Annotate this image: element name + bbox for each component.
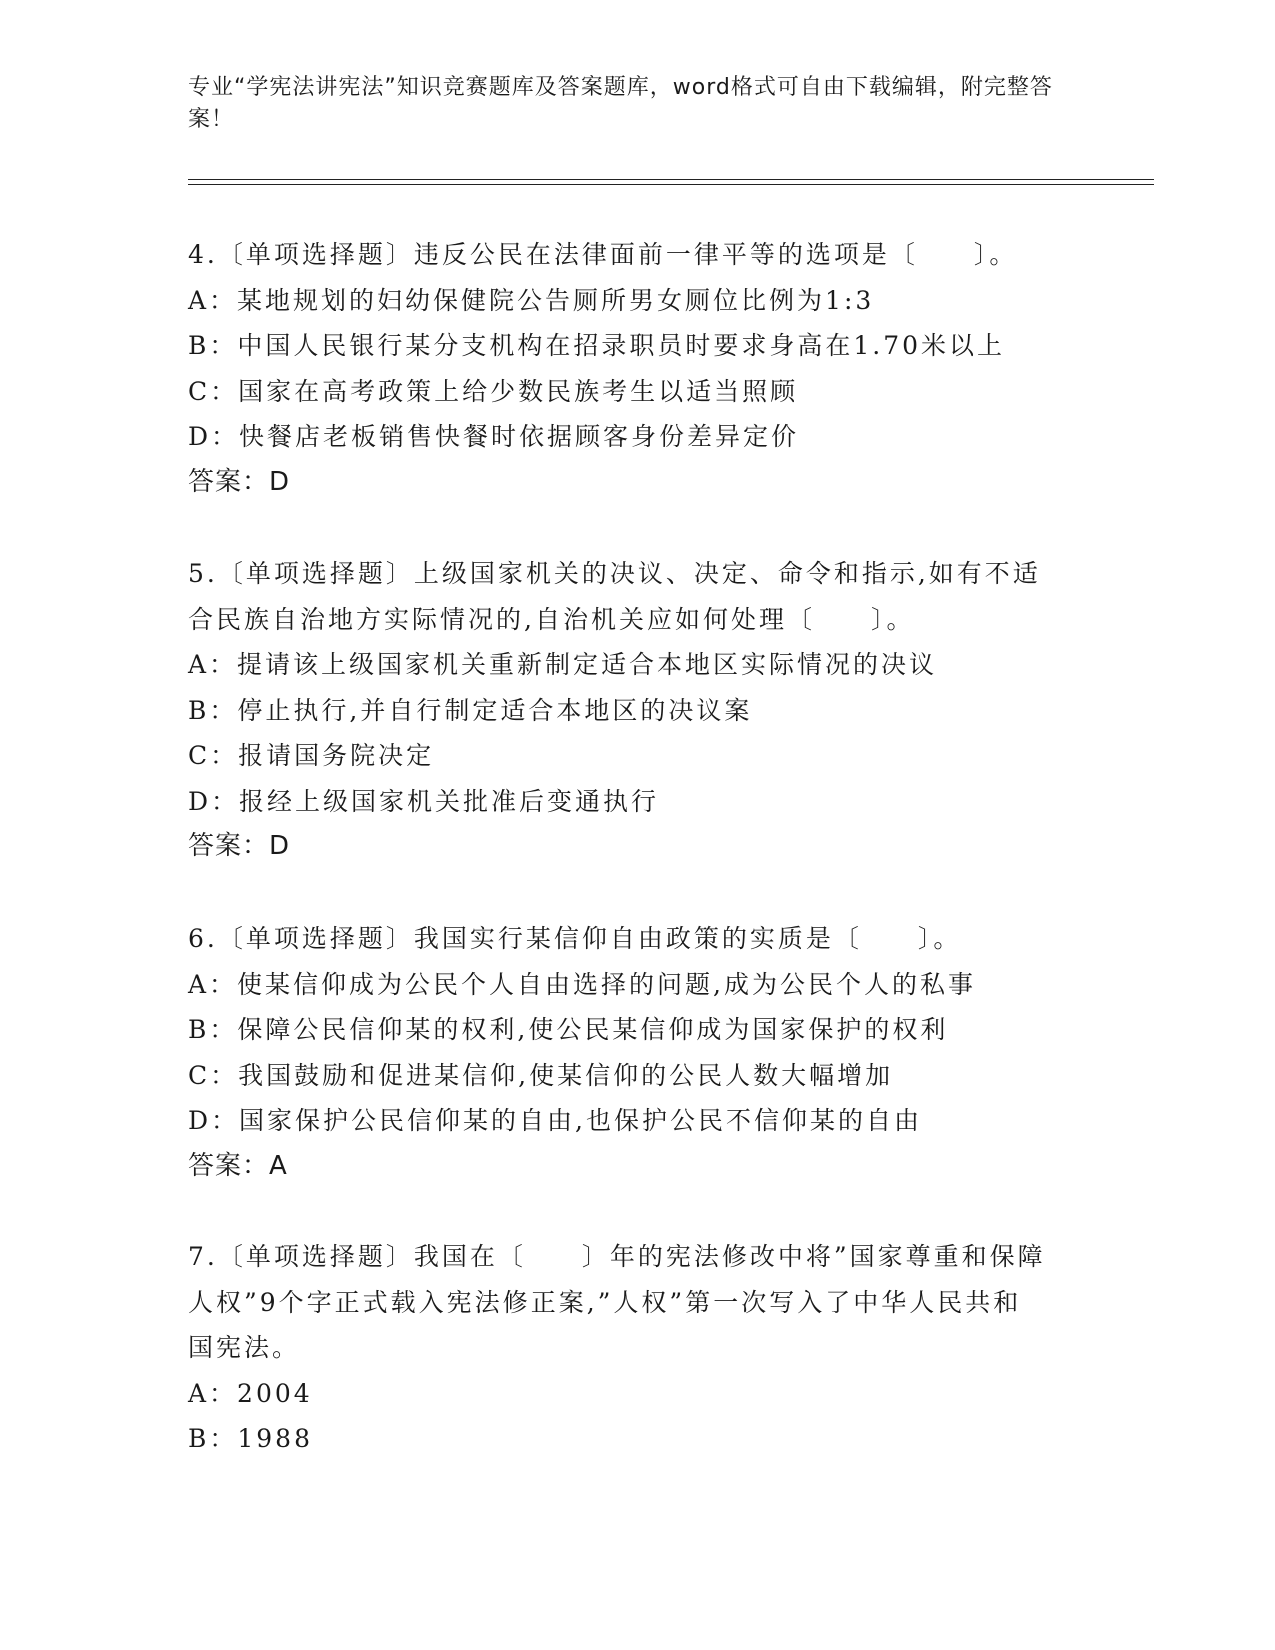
option-a: A：提请该上级国家机关重新制定适合本地区实际情况的决议 bbox=[188, 650, 938, 679]
option-d: D：国家保护公民信仰某的自由,也保护公民不信仰某的自由 bbox=[188, 1106, 922, 1135]
question-stem: 6.〔单项选择题〕我国实行某信仰自由政策的实质是〔 〕。 bbox=[188, 924, 962, 953]
option-c: C：我国鼓励和促进某信仰,使某信仰的公民人数大幅增加 bbox=[188, 1060, 894, 1090]
question-stem: 4.〔单项选择题〕违反公民在法律面前一律平等的选项是〔 〕。 bbox=[188, 240, 1018, 269]
answer-label: 答案：D bbox=[188, 466, 291, 497]
option-a: A：使某信仰成为公民个人自由选择的问题,成为公民个人的私事 bbox=[188, 969, 977, 999]
option-b: B：1988 bbox=[188, 1424, 313, 1453]
option-d: D：报经上级国家机关批准后变通执行 bbox=[188, 786, 660, 816]
option-b: B：中国人民银行某分支机构在招录职员时要求身高在1.70米以上 bbox=[188, 331, 1006, 360]
answer-label: 答案：A bbox=[188, 1150, 288, 1181]
header-divider-top bbox=[188, 179, 1154, 180]
question-6 bbox=[188, 916, 1088, 1189]
question-stem: 5.〔单项选择题〕上级国家机关的决议、决定、命令和指示,如有不适合民族自治地方实际情况的,自治机关应如何处理〔 〕。 bbox=[188, 559, 1041, 634]
option-a: A：2004 bbox=[188, 1378, 313, 1408]
option-c: C：国家在高考政策上给少数民族考生以适当照顾 bbox=[188, 376, 799, 406]
answer-label: 答案：D bbox=[188, 831, 291, 861]
question-4 bbox=[188, 232, 1088, 505]
document-header: 专业“学宪法讲宪法”知识竞赛题库及答案题库，word格式可自由下载编辑，附完整答案！ bbox=[188, 75, 1053, 132]
question-5 bbox=[188, 551, 1088, 870]
option-d: D：快餐店老板销售快餐时依据顾客身份差异定价 bbox=[188, 422, 800, 451]
option-b: B：保障公民信仰某的权利,使公民某信仰成为国家保护的权利 bbox=[188, 1015, 949, 1044]
header-divider-bottom bbox=[188, 184, 1154, 185]
option-c: C：报请国务院决定 bbox=[188, 741, 435, 770]
option-a: A：某地规划的妇幼保健院公告厕所男女厕位比例为1:3 bbox=[188, 285, 875, 315]
question-7 bbox=[188, 1234, 1088, 1462]
option-b: B：停止执行,并自行制定适合本地区的决议案 bbox=[188, 695, 753, 725]
question-stem: 7.〔单项选择题〕我国在〔 〕年的宪法修改中将”国家尊重和保障人权”9个字正式载入宪法修正案,”人权”第一次写入了中华人民共和国宪法。 bbox=[188, 1242, 1046, 1362]
